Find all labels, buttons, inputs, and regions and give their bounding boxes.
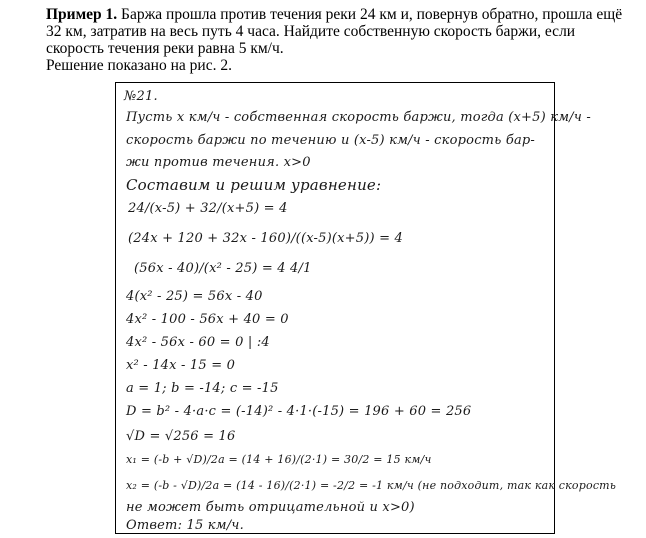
solution-line: √D = √256 = 16 xyxy=(126,429,236,444)
solution-line: №21. xyxy=(124,89,158,104)
task-statement xyxy=(46,6,636,74)
solution-line: (24x + 120 + 32x - 160)/((x-5)(x+5)) = 4 xyxy=(128,231,403,246)
solution-line: 24/(x-5) + 32/(x+5) = 4 xyxy=(128,201,288,216)
handwritten-solution xyxy=(115,82,617,534)
task-text: Баржа прошла против течения реки 24 км и, повернув обратно, прошла ещё 32 км, затратив на весь путь 4 часа. Найдите собственную скорость баржи, если скорость течения реки равна 5 км/ч. xyxy=(46,6,623,57)
solution-line: 4x² - 100 - 56x + 40 = 0 xyxy=(126,312,289,327)
solution-line: скорость баржи по течению и (x-5) км/ч - скорость бар- xyxy=(126,133,536,148)
solution-line: не может быть отрицательной и x>0) xyxy=(126,500,415,515)
solution-line: x₂ = (-b - √D)/2a = (14 - 16)/(2·1) = -2/2 = -1 км/ч (не подходит, так как скорость xyxy=(126,479,617,492)
solution-note: Решение показано на рис. 2. xyxy=(46,57,232,74)
solution-line: Пусть x км/ч - собственная скорость баржи, тогда (x+5) км/ч - xyxy=(126,110,591,125)
solution-line: (56x - 40)/(x² - 25) = 4 4/1 xyxy=(134,261,312,276)
solution-line: a = 1; b = -14; c = -15 xyxy=(126,381,279,396)
solution-line: x₁ = (-b + √D)/2a = (14 + 16)/(2·1) = 30/2 = 15 км/ч xyxy=(126,453,432,466)
solution-line: Составим и решим уравнение: xyxy=(126,176,382,194)
solution-line: x² - 14x - 15 = 0 xyxy=(126,358,236,373)
solution-line: жи против течения. x>0 xyxy=(126,155,311,170)
solution-line: 4x² - 56x - 60 = 0 | :4 xyxy=(126,335,270,350)
solution-line: D = b² - 4·a·c = (-14)² - 4·1·(-15) = 196 + 60 = 256 xyxy=(126,404,472,419)
solution-answer: Ответ: 15 км/ч. xyxy=(126,518,244,533)
solution-line: 4(x² - 25) = 56x - 40 xyxy=(126,289,263,304)
example-label: Пример 1. xyxy=(46,6,118,23)
